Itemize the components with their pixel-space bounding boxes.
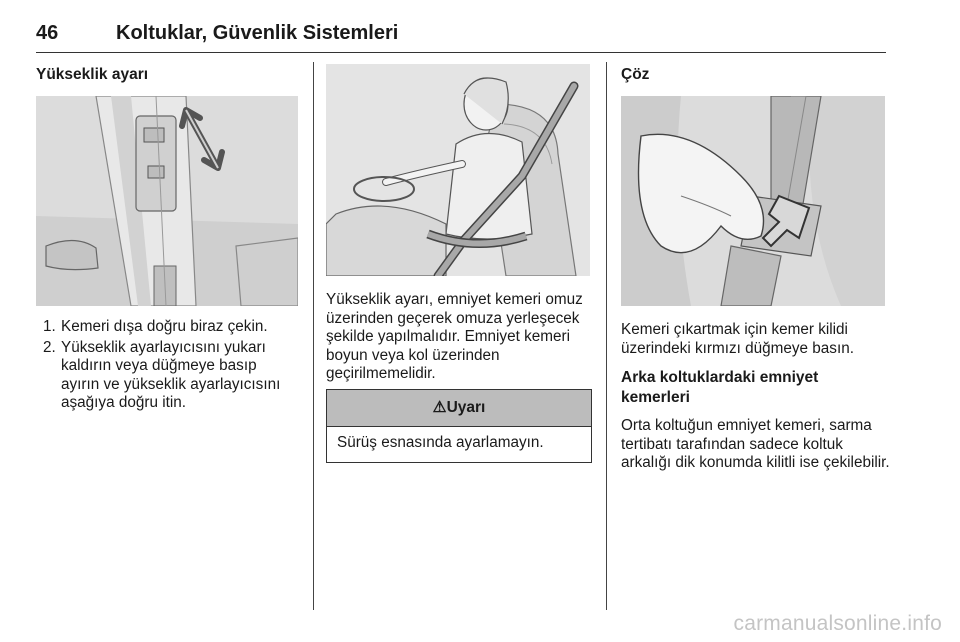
adjust-steps-list [36,318,298,415]
watermark: carmanualsonline.info [733,612,942,635]
height-adjust-heading: Yükseklik ayarı [36,66,149,83]
step-number: 1. [43,318,56,335]
rear-belts-paragraph: Orta koltuğun emniyet kemeri, sarma tertibatı tarafından sadece koltuk arkalığı dik konumda kilitli ise çekilebilir. [621,417,890,471]
warning-box [326,389,592,463]
chapter-title: Koltuklar, Güvenlik Sistemleri [116,22,399,44]
column-divider-2 [606,62,607,610]
warning-header [327,390,591,427]
step-text: Kemeri dışa doğru biraz çekin. [61,318,268,335]
height-adjuster-illustration [36,96,298,306]
warning-title: Uyarı [446,399,486,416]
step-number: 2. [43,338,56,356]
column-divider-1 [313,62,314,610]
release-paragraph: Kemeri çıkartmak için kemer kilidi üzerindeki kırmızı düğmeye basın. [621,321,854,357]
warning-triangle-icon: ⚠ [432,399,447,416]
list-item [36,318,298,337]
height-adjust-paragraph: Yükseklik ayarı, emniyet kemeri omuz üzerinden geçerek omuza yerleşecek şekilde yapılmalıdır. Emniyet kemeri boyun veya kol üzerinden geçirilmemelidir. [326,291,583,382]
rear-belts-heading: Arka koltuklardaki emniyet kemerleri [621,369,819,406]
seated-driver-illustration [326,64,590,276]
buckle-release-illustration [621,96,885,306]
release-heading: Çöz [621,66,650,83]
list-item [36,339,298,413]
step-text: Yükseklik ayarlayıcısını yukarı kaldırın veya düğmeye basıp ayırın ve yükseklik ayarlayıcısını aşağıya doğru itin. [61,338,281,411]
page-number: 46 [36,22,59,44]
header-rule [36,52,886,53]
warning-text: Sürüş esnasında ayarlamayın. [337,434,544,451]
page-header [36,22,886,50]
